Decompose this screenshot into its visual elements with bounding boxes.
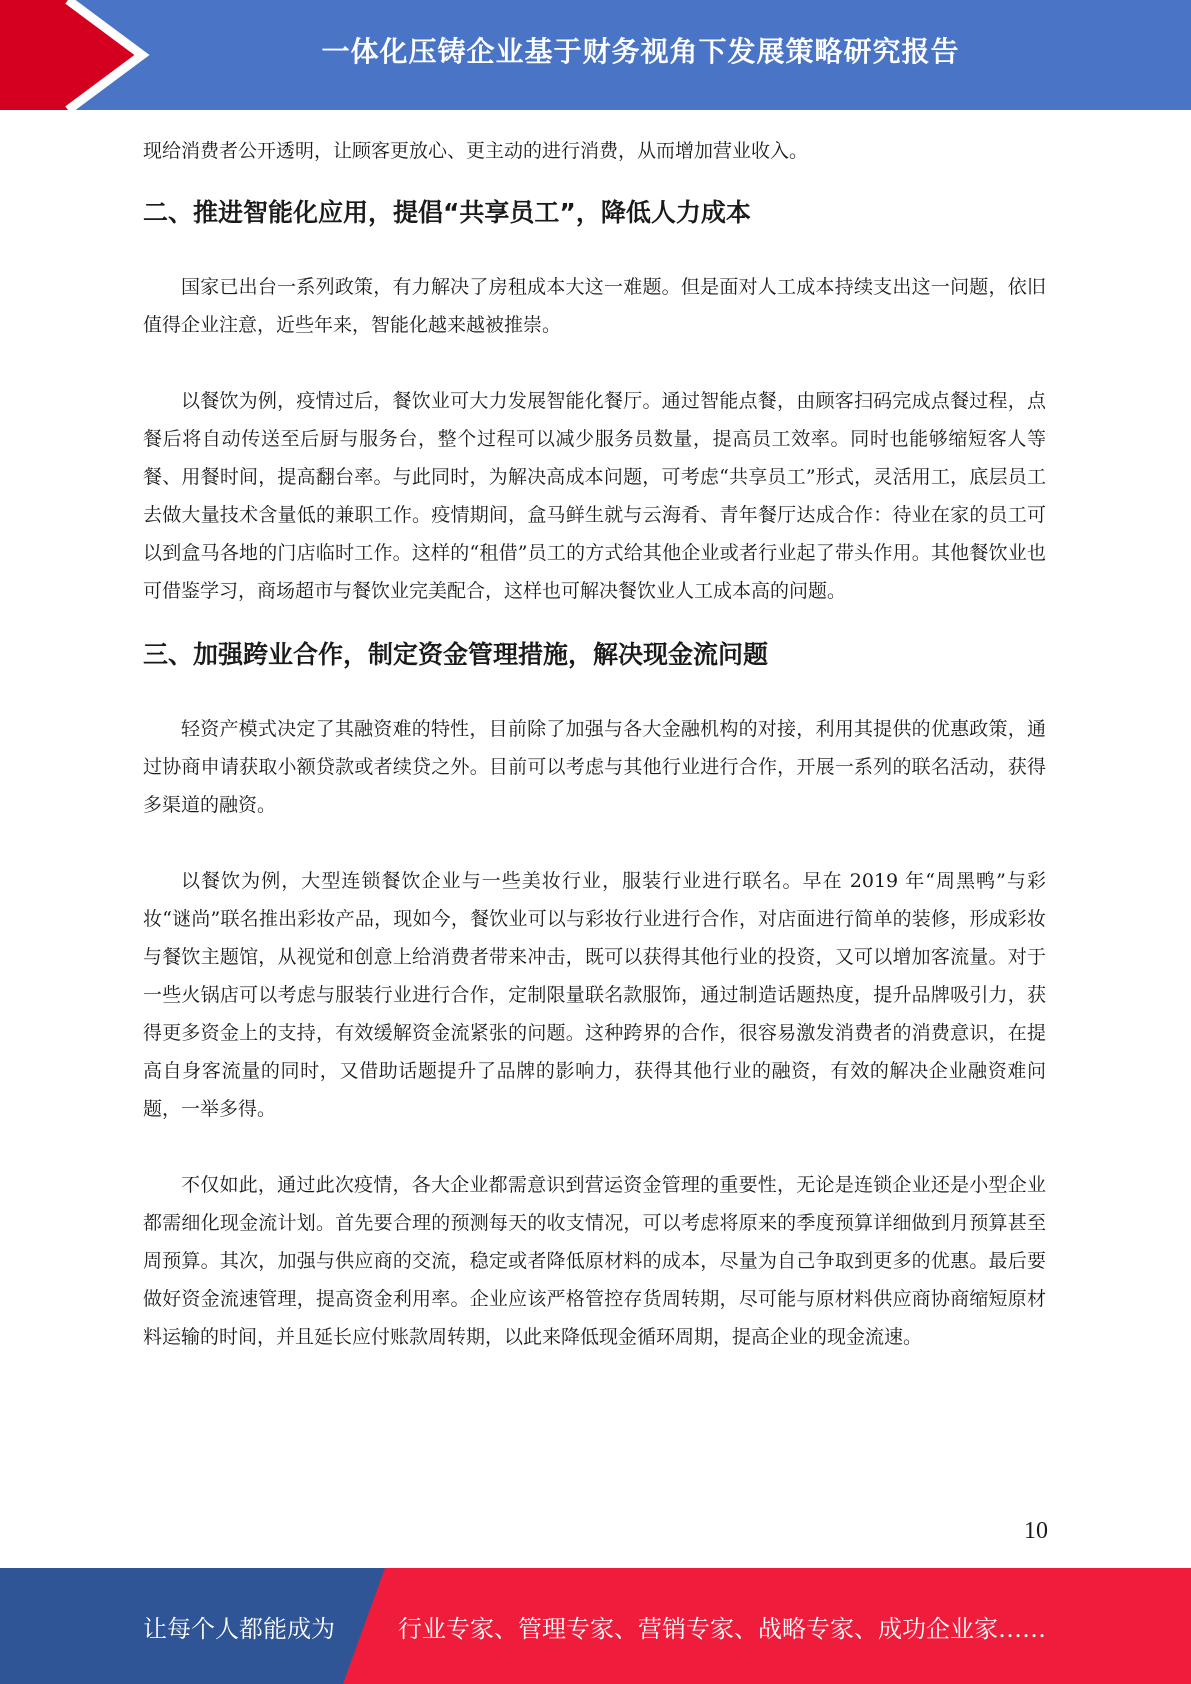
- paragraph: 以餐饮为例，大型连锁餐饮企业与一些美妆行业，服装行业进行联名。早在 2019 年“周黑鸭”与彩妆“谜尚”联名推出彩妆产品，现如今，餐饮业可以与彩妆行业进行合作，对店面进行简单的装修，形成彩妆与餐饮主题馆，从视觉和创意上给消费者带来冲击，既可以获得其他行业的投资，又可以增加客流量。对于一些火锅店可以考虑与服装行业进行合作，定制限量联名款服饰，通过制造话题热度，提升品牌吸引力，获得更多资金上的支持，有效缓解资金流紧张的问题。这种跨界的合作，很容易激发消费者的消费意识，在提高自身客流量的同时，又借助话题提升了品牌的影响力，获得其他行业的融资，有效的解决企业融资难问题，一举多得。: [143, 870, 1046, 1120]
- section-heading-2: 二、推进智能化应用，提倡“共享员工”，降低人力成本: [143, 198, 751, 227]
- footer-slogan-right: 行业专家、管理专家、营销专家、战略专家、成功企业家……: [398, 1614, 1046, 1643]
- paragraph: 轻资产模式决定了其融资难的特性，目前除了加强与各大金融机构的对接，利用其提供的优惠政策，通过协商申请获取小额贷款或者续贷之外。目前可以考虑与其他行业进行合作，开展一系列的联名活动，获得多渠道的融资。: [143, 718, 1046, 816]
- paragraph: 国家已出台一系列政策，有力解决了房租成本大这一难题。但是面对人工成本持续支出这一问题，依旧值得企业注意，近些年来，智能化越来越被推崇。: [143, 276, 1046, 336]
- paragraph: 不仅如此，通过此次疫情，各大企业都需意识到营运资金管理的重要性，无论是连锁企业还是小型企业都需细化现金流计划。首先要合理的预测每天的收支情况，可以考虑将原来的季度预算详细做到月预算甚至周预算。其次，加强与供应商的交流，稳定或者降低原材料的成本，尽量为自己争取到更多的优惠。最后要做好资金流速管理，提高资金利用率。企业应该严格管控存货周转期，尽可能与原材料供应商协商缩短原材料运输的时间，并且延长应付账款周转期，以此来降低现金循环周期，提高企业的现金流速。: [143, 1174, 1046, 1348]
- page-number: 10: [1024, 1518, 1048, 1544]
- footer-slogan-left: 让每个人都能成为: [143, 1614, 335, 1643]
- section-heading-3: 三、加强跨业合作，制定资金管理措施，解决现金流问题: [143, 640, 769, 669]
- paragraph: 以餐饮为例，疫情过后，餐饮业可大力发展智能化餐厅。通过智能点餐，由顾客扫码完成点餐过程，点餐后将自动传送至后厨与服务台，整个过程可以减少服务员数量，提高员工效率。同时也能够缩短客人等餐、用餐时间，提高翻台率。与此同时，为解决高成本问题，可考虑“共享员工”形式，灵活用工，底层员工去做大量技术含量低的兼职工作。疫情期间，盒马鲜生就与云海肴、青年餐厅达成合作：待业在家的员工可以到盒马各地的门店临时工作。这样的“租借”员工的方式给其他企业或者行业起了带头作用。其他餐饮业也可借鉴学习，商场超市与餐饮业完美配合，这样也可解决餐饮业人工成本高的问题。: [143, 390, 1046, 602]
- report-title: 一体化压铸企业基于财务视角下发展策略研究报告: [321, 35, 960, 68]
- paragraph-continuation: 现给消费者公开透明，让顾客更放心、更主动的进行消费，从而增加营业收入。: [143, 140, 809, 162]
- page-footer: [0, 1568, 1191, 1684]
- page-header: [0, 0, 1191, 110]
- document-body: [143, 132, 1046, 1356]
